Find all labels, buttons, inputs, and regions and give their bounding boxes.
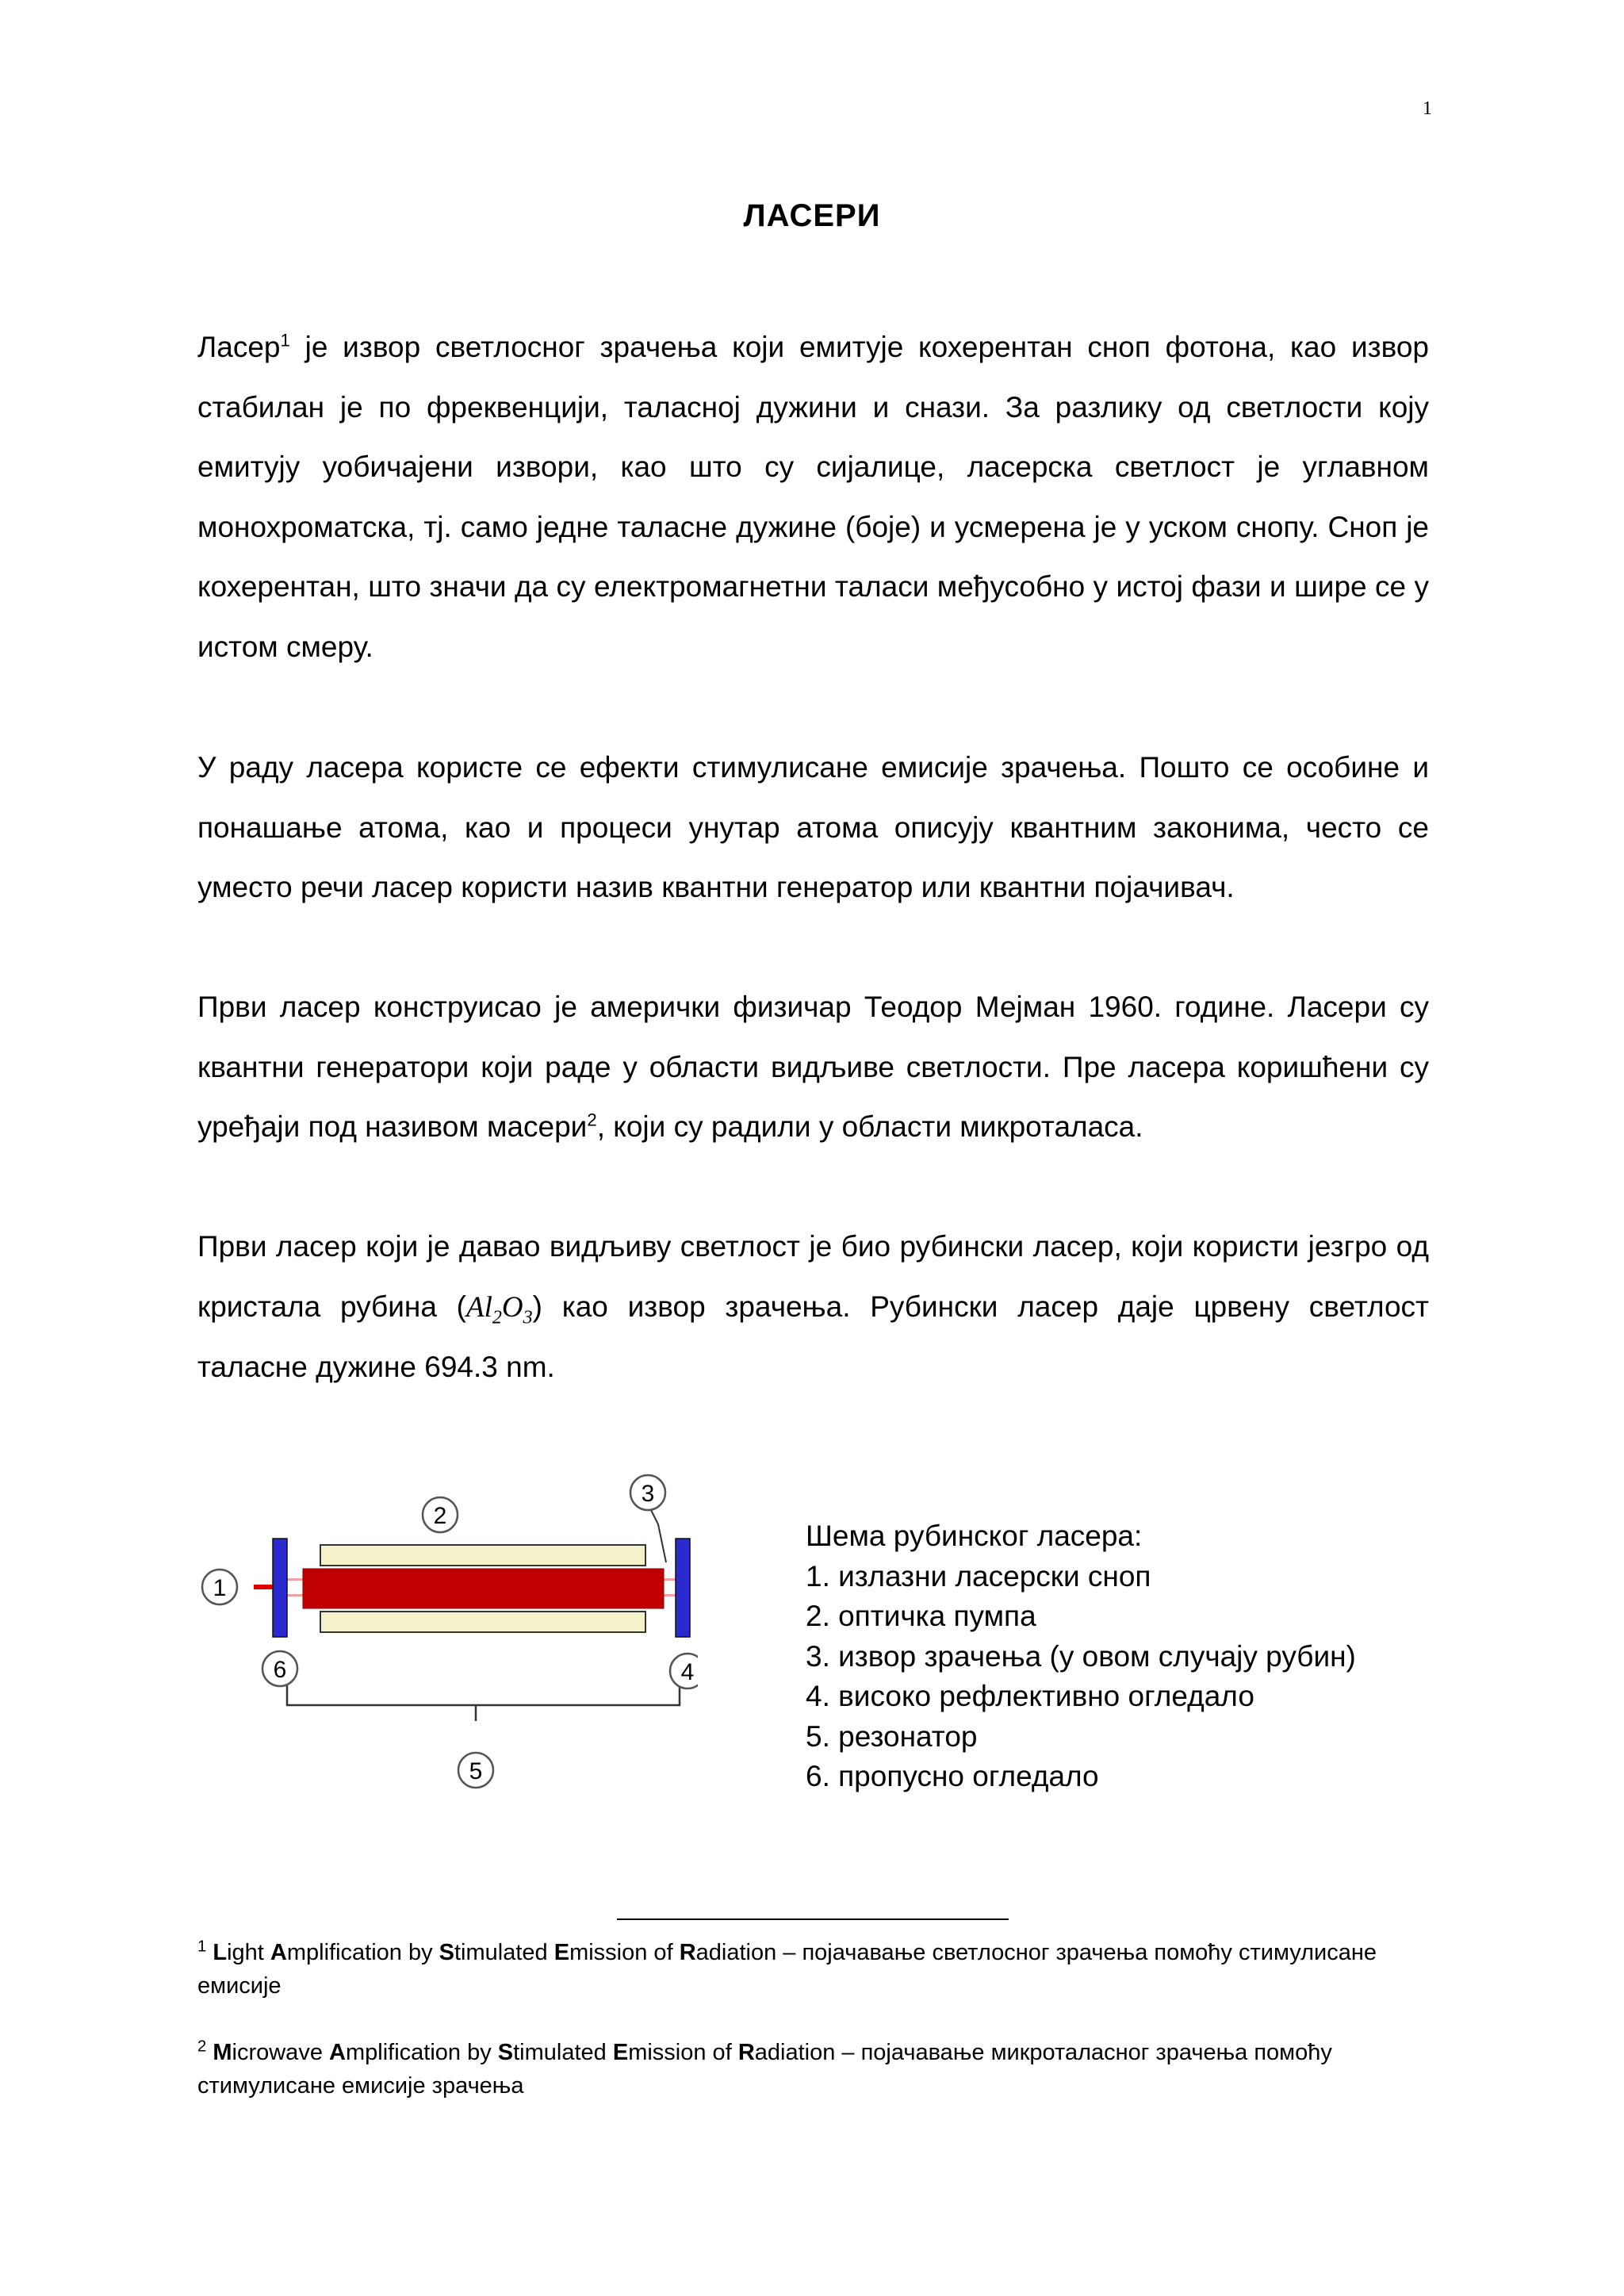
fn2-word-microwave: icrowave — [232, 2040, 330, 2065]
fn2-word-emission: mission of — [628, 2040, 738, 2065]
formula-o: O — [501, 1290, 523, 1324]
callout-1 — [202, 1570, 237, 1604]
legend-item-radiation-source: 3. извор зрачења (у овом случају рубин) — [806, 1639, 1356, 1673]
footnote-2-mark: 2 — [197, 2037, 207, 2056]
optical-pump-bottom — [320, 1612, 645, 1632]
ruby-rod — [303, 1569, 664, 1608]
legend-item-reflective-mirror: 4. високо рефлективно огледало — [806, 1680, 1254, 1712]
formula-al-sub: 2 — [492, 1306, 502, 1328]
diagram-legend — [806, 1516, 1408, 1797]
paragraph-intro — [197, 317, 1429, 677]
paragraph-history — [197, 977, 1429, 1157]
fn2-letter-s: S — [497, 2040, 514, 2065]
optical-pump-top — [320, 1545, 645, 1566]
footnote-ref-2[interactable]: 2 — [587, 1110, 597, 1130]
formula-al: Al — [465, 1290, 492, 1324]
fn2-letter-e: E — [612, 2040, 629, 2065]
fn2-letter-r: R — [737, 2040, 755, 2065]
legend-title: Шема рубинског ласера: — [806, 1520, 1143, 1552]
formula-o-sub: 3 — [523, 1306, 533, 1328]
fn1-letter-r: R — [679, 1940, 696, 1965]
footnote-2 — [197, 2036, 1429, 2102]
fn2-translation: – појачавање микроталасног зрачења помоћу стимулисане емисије зрачења — [197, 2040, 1332, 2099]
callout-6-label: 6 — [273, 1657, 287, 1683]
paragraph-history-text: Први ласер конструисао је амерички физичар Теодор Мејман 1960. године. Ласери су квантни генератори који раде у области видљиве светлости. Пре ласера коришћени су уређаји под називом масери — [197, 991, 1429, 1143]
callout-5-label: 5 — [469, 1758, 483, 1784]
callout-5 — [458, 1753, 493, 1788]
footnote-ref-1[interactable]: 1 — [280, 330, 290, 351]
beam-glow-left — [285, 1578, 305, 1581]
callout-2-label: 2 — [433, 1503, 447, 1529]
fn2-word-stimulated: timulated — [513, 2040, 613, 2065]
paragraph-intro-text: је извор светлосног зрачења који емитује кохерентан сноп фотона, као извор стабилан је по фреквенцији, таласној дужини и снази. За разлику од светлости коју емитују уобичајени извори, као што су сијалице, ласерска светлост је углавном монохроматска, тј. само једне таласне дужине (боје) и усмерена је у уском снопу. Сноп је кохерентан, што значи да су електромагнетни таласи међусобно у истој фази и шире се у истом смеру. — [197, 331, 1429, 663]
resonator-bracket — [287, 1659, 680, 1705]
callout-4 — [670, 1654, 698, 1688]
beam-glow-left-lower — [285, 1594, 305, 1596]
fn1-word-stimulated: timulated — [454, 1940, 554, 1965]
callout-6 — [262, 1651, 297, 1686]
fn1-letter-e: E — [553, 1940, 570, 1965]
paragraph-ruby-laser — [197, 1217, 1429, 1397]
fn1-letter-s: S — [439, 1940, 454, 1965]
fn2-word-amplification: mplification by — [345, 2040, 498, 2065]
formula-al2o3 — [465, 1290, 533, 1328]
callout-3 — [630, 1475, 665, 1510]
paragraph-ruby-tail: ) као извор зрачења. Рубински ласер даје црвену светлост таласне дужине 694.3 nm. — [197, 1290, 1429, 1383]
fn1-word-light: ight — [227, 1940, 270, 1965]
partial-mirror — [273, 1539, 287, 1637]
fn1-translation: – појачавање светлосног зрачења помоћу стимулисане емисије — [197, 1940, 1377, 1999]
callout-2 — [423, 1497, 458, 1532]
footnote-1 — [197, 1936, 1429, 2003]
legend-item-output-beam: 1. излазни ласерски сноп — [806, 1559, 1151, 1593]
fn1-word-radiation: adiation — [695, 1940, 777, 1965]
ruby-laser-diagram — [190, 1459, 698, 1800]
fn2-word-radiation: adiation — [754, 2040, 836, 2065]
callout-1-label: 1 — [213, 1575, 227, 1601]
high-reflective-mirror — [676, 1539, 690, 1637]
page-title: ЛАСЕРИ — [743, 198, 881, 233]
legend-item-resonator: 5. резонатор — [806, 1719, 978, 1753]
fn1-letter-l: L — [213, 1940, 228, 1965]
fn2-letter-a: A — [329, 2040, 346, 2065]
fn1-word-amplification: mplification by — [286, 1940, 439, 1965]
callout-4-label: 4 — [680, 1659, 695, 1685]
legend-item-partial-mirror: 6. пропусно огледало — [806, 1760, 1099, 1792]
footnote-1-mark: 1 — [197, 1938, 207, 1956]
page-number: 1 — [1423, 98, 1432, 119]
paragraph-ruby-text: Први ласер који је давао видљиву светлост је био рубински ласер, који користи језгро од кристала рубина ( — [197, 1230, 1429, 1323]
term-laser: Ласер — [197, 331, 281, 363]
legend-item-optical-pump: 2. оптичка пумпа — [806, 1600, 1036, 1632]
footnote-separator — [617, 1918, 1009, 1920]
callout-3-label: 3 — [641, 1481, 655, 1507]
fn2-letter-m: M — [213, 2040, 232, 2065]
paragraph-history-tail: , који су радили у области микроталаса. — [596, 1110, 1143, 1143]
paragraph-stimulated-emission: У раду ласера користе се ефекти стимулисане емисије зрачења. Пошто се особине и понашање атома, као и процеси унутар атома описују квантним законима, често се уместо речи ласер користи назив квантни генератор или квантни појачивач. — [197, 751, 1429, 903]
fn1-letter-a: A — [270, 1940, 287, 1965]
fn1-word-emission: mission of — [569, 1940, 680, 1965]
